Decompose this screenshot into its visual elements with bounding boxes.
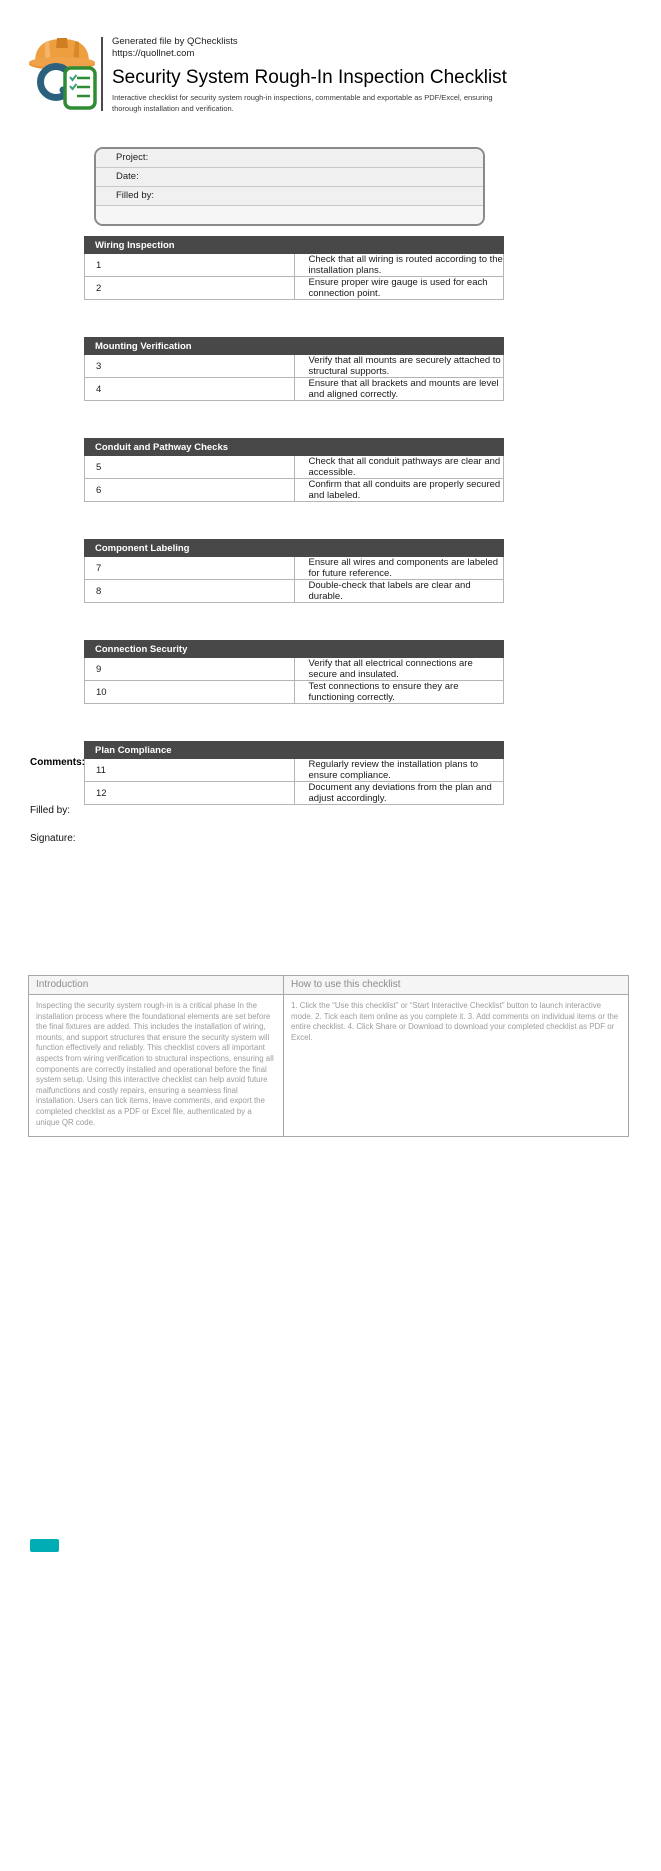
section-title: Conduit and Pathway Checks (85, 439, 504, 456)
signature-label: Signature: (30, 833, 76, 844)
checklist-section (84, 236, 504, 300)
header-divider (101, 37, 103, 111)
how-to-panel (284, 976, 628, 1136)
item-text: Verify that all electrical connections are secure and insulated. (294, 658, 504, 681)
item-text: Confirm that all conduits are properly secured and labeled. (294, 479, 504, 502)
introduction-body: Inspecting the security system rough-in is a critical phase in the installation process where the foundational elements are set before the final fixtures are added. This includes the installation of wiring, mounts, and support structures that ensure the security system will function effectively and reliably. This checklist covers all important aspects from wiring verification to structural inspections, ensuring all components are correctly installed and operational before the final system setup. Using this interactive checklist can help avoid future malfunctions and costly repairs, ensuring a seamless final installation. Users can tick items, leave comments, and export the completed checklist as a PDF or Excel file, authenticated by a unique QR code. (36, 1001, 274, 1127)
item-text: Test connections to ensure they are functioning correctly. (294, 681, 504, 704)
item-number: 11 (85, 759, 295, 782)
item-text: Regularly review the installation plans to ensure compliance. (294, 759, 504, 782)
item-number: 4 (85, 378, 295, 401)
section-title: Plan Compliance (85, 742, 504, 759)
how-to-title: How to use this checklist (284, 976, 628, 995)
item-text: Ensure all wires and components are labeled for future reference. (294, 557, 504, 580)
section-rows (85, 254, 504, 300)
checklist-section (84, 539, 504, 603)
section-title: Wiring Inspection (85, 237, 504, 254)
item-text: Double-check that labels are clear and durable. (294, 580, 504, 603)
comments-label: Comments: (30, 757, 86, 768)
section-rows (85, 456, 504, 502)
meta-field-row (96, 187, 483, 206)
item-text: Document any deviations from the plan and adjust accordingly. (294, 782, 504, 805)
section-rows (85, 355, 504, 401)
item-text: Check that all wiring is routed according to the installation plans. (294, 254, 504, 277)
meta-field-row (96, 168, 483, 187)
introduction-panel (29, 976, 284, 1136)
checklist-section (84, 640, 504, 704)
section-title: Mounting Verification (85, 338, 504, 355)
checklist-item-row (85, 456, 504, 479)
item-number: 7 (85, 557, 295, 580)
checklist-item-row (85, 378, 504, 401)
project-info-box (94, 147, 485, 226)
meta-field-row (96, 206, 483, 224)
item-text: Ensure proper wire gauge is used for each connection point. (294, 277, 504, 300)
section-rows (85, 658, 504, 704)
item-number: 1 (85, 254, 295, 277)
checklist-item-row (85, 355, 504, 378)
item-number: 9 (85, 658, 295, 681)
section-title: Component Labeling (85, 540, 504, 557)
checklist-item-row (85, 254, 504, 277)
item-number: 10 (85, 681, 295, 704)
qchecklists-logo (27, 32, 97, 112)
section-rows (85, 759, 504, 805)
item-number: 5 (85, 456, 295, 479)
checklist-item-row (85, 580, 504, 603)
checklist-section (84, 337, 504, 401)
meta-field-label: Project: (116, 152, 149, 163)
item-number: 2 (85, 277, 295, 300)
checklist-section (84, 438, 504, 502)
checklist-section (84, 741, 504, 805)
item-number: 12 (85, 782, 295, 805)
checklist-item-row (85, 759, 504, 782)
item-text: Check that all conduit pathways are clear and accessible. (294, 456, 504, 479)
filled-by-label: Filled by: (30, 805, 71, 816)
item-number: 8 (85, 580, 295, 603)
generated-by-line: Generated file by QChecklists (112, 36, 238, 47)
meta-field-label: Date: (116, 171, 139, 182)
page-subtitle: Interactive checklist for security system rough-in inspections, commentable and exportable as PDF/Excel, ensuring thorough installation and verification. (112, 93, 493, 113)
meta-field-row (96, 149, 483, 168)
how-to-body: 1. Click the “Use this checklist” or “Start Interactive Checklist” button to launch interactive mode. 2. Tick each item online as you complete it. 3. Add comments on individual items or the entire checklist. 4. Click Share or Download to download your completed checklist as PDF or Excel. (291, 1001, 619, 1042)
checklist-item-row (85, 658, 504, 681)
introduction-title: Introduction (29, 976, 283, 995)
meta-field-label: Filled by: (116, 190, 155, 201)
footer-brand-mark (30, 1539, 59, 1552)
section-title: Connection Security (85, 641, 504, 658)
item-text: Verify that all mounts are securely attached to structural supports. (294, 355, 504, 378)
info-panels (28, 975, 629, 1137)
checklist-sections (84, 236, 504, 842)
checklist-item-row (85, 782, 504, 805)
checklist-item-row (85, 557, 504, 580)
item-number: 6 (85, 479, 295, 502)
page-title: Security System Rough-In Inspection Checklist (112, 67, 507, 88)
checklist-item-row (85, 479, 504, 502)
checklist-item-row (85, 277, 504, 300)
checklist-item-row (85, 681, 504, 704)
site-url-link[interactable]: https://quollnet.com (112, 48, 195, 59)
item-text: Ensure that all brackets and mounts are level and aligned correctly. (294, 378, 504, 401)
item-number: 3 (85, 355, 295, 378)
checklist-clipboard-icon (65, 68, 95, 108)
section-rows (85, 557, 504, 603)
